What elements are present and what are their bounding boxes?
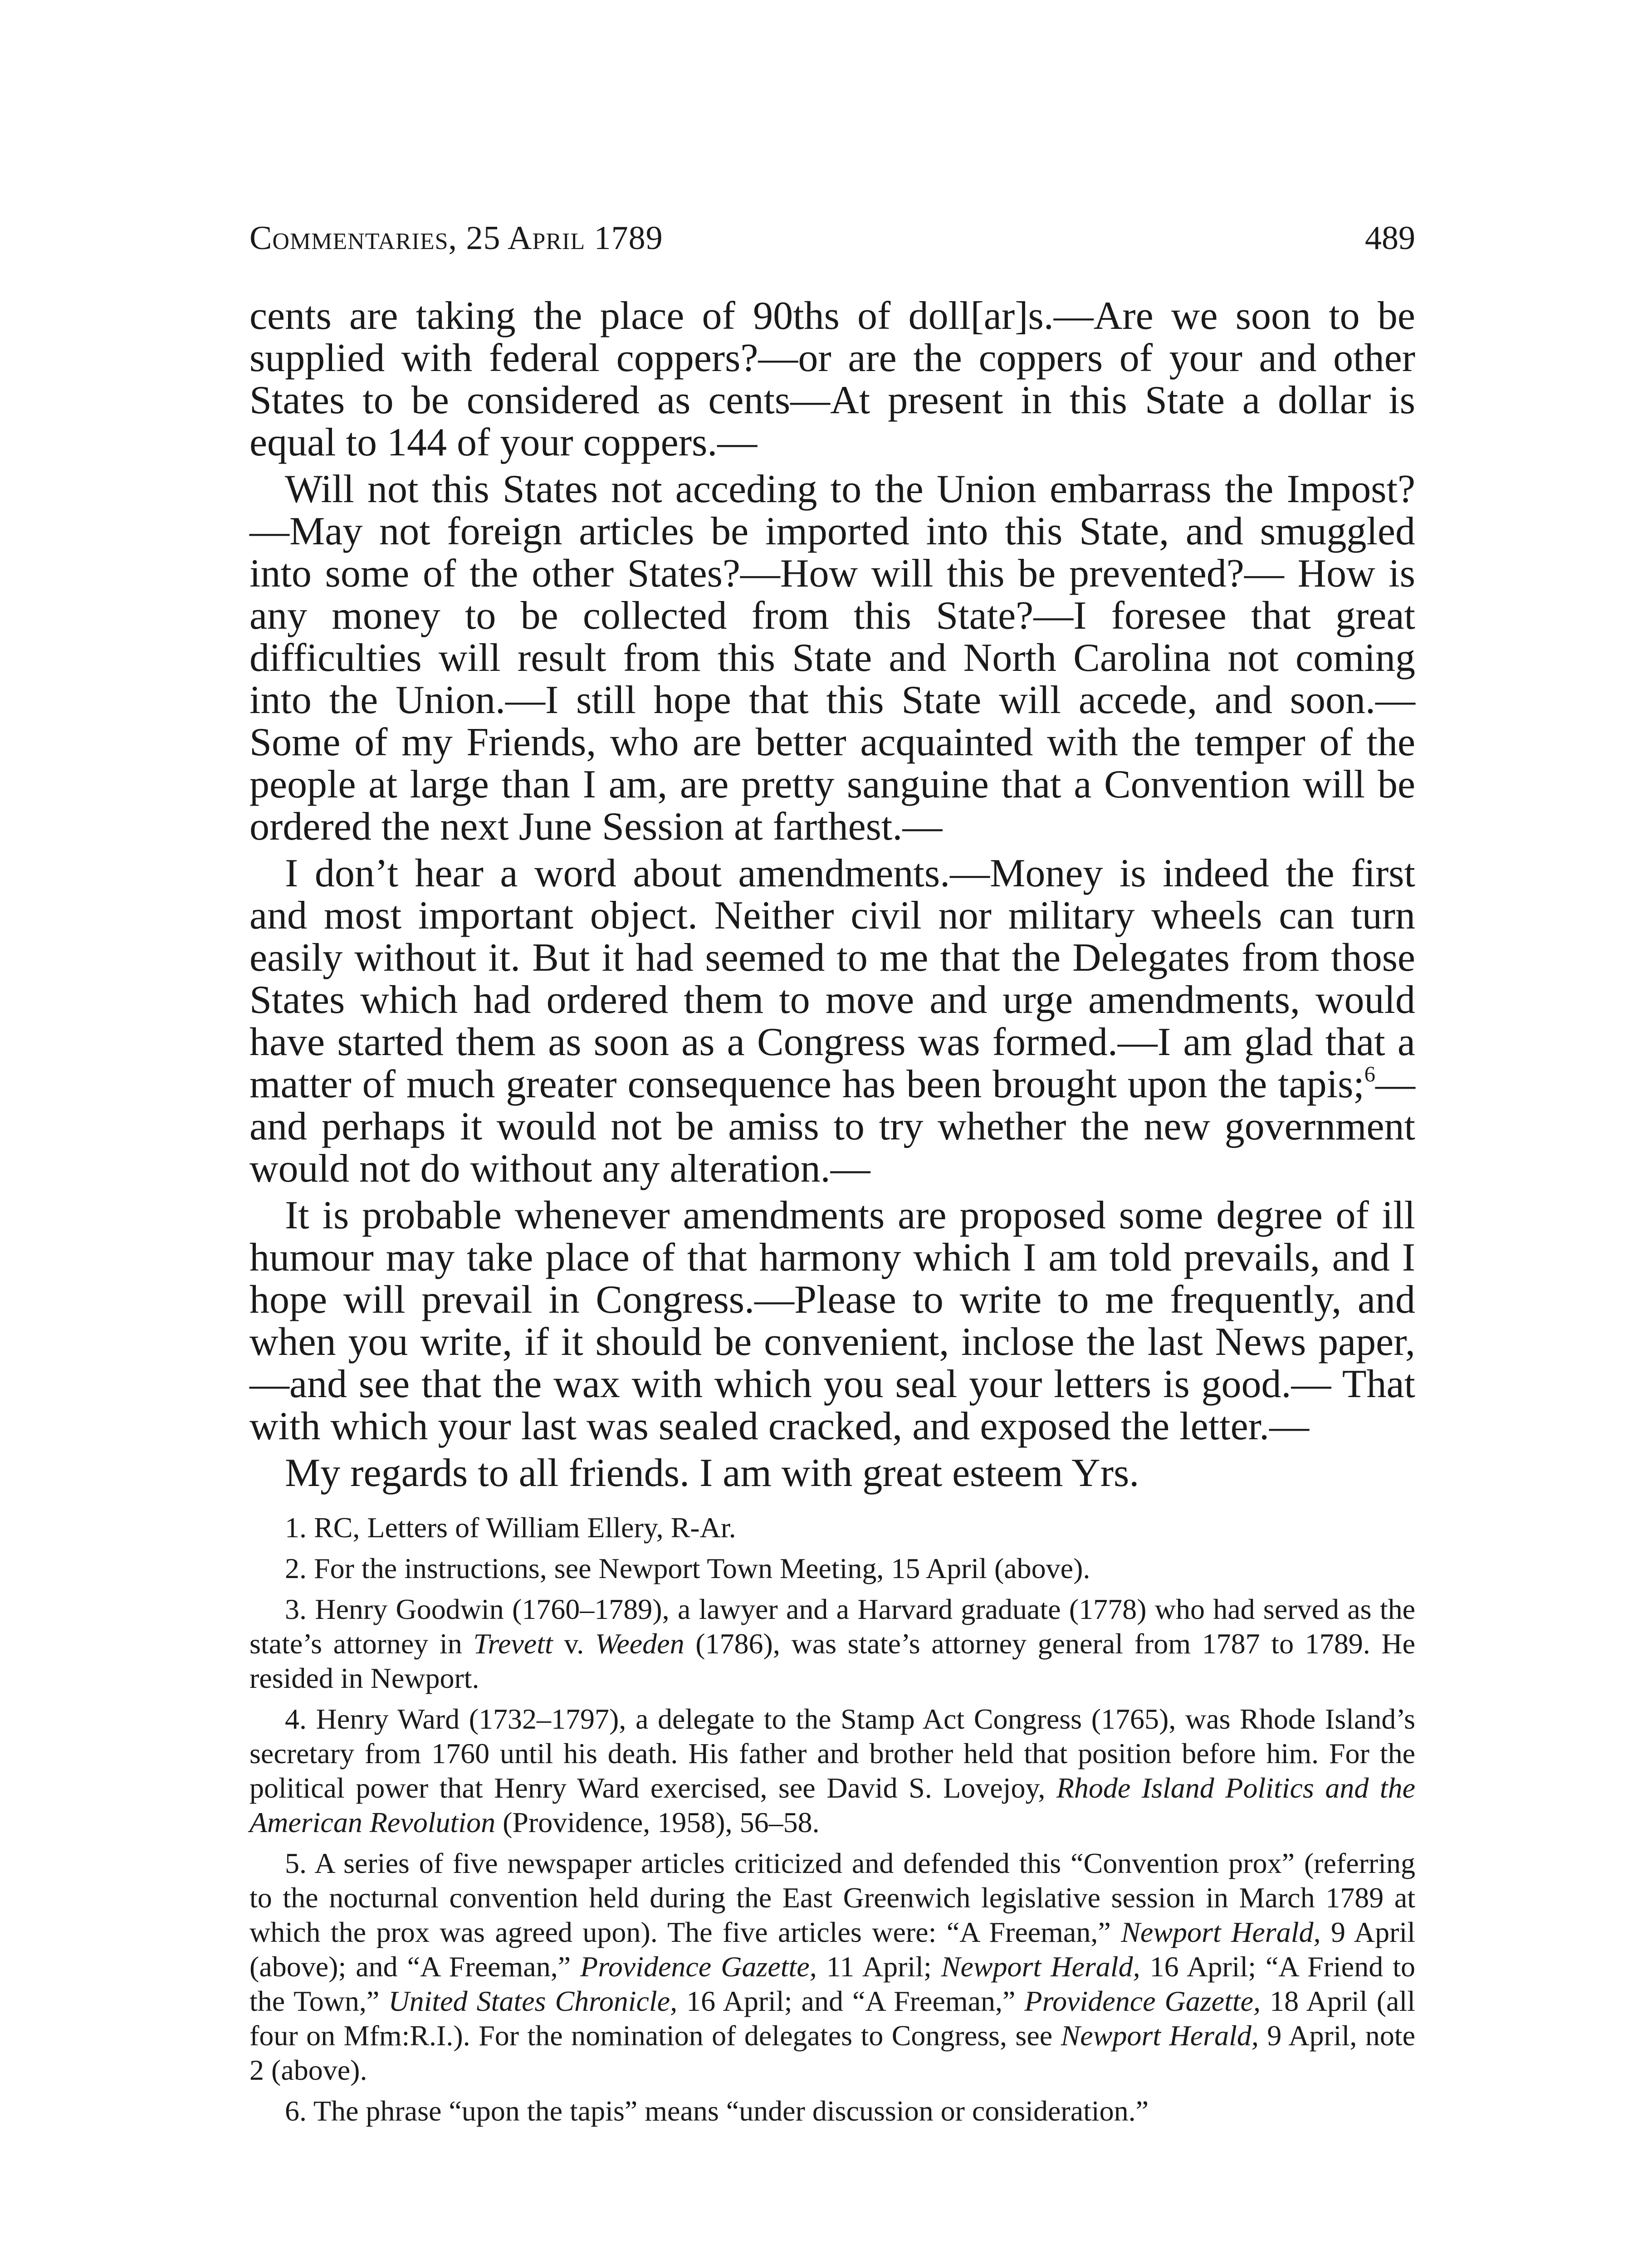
case-name-trevett: Trevett: [473, 1628, 553, 1660]
page-number: 489: [1365, 220, 1415, 257]
footnote-4-text: (Providence, 1958), 56–58.: [495, 1806, 820, 1838]
case-name-weeden: Weeden: [595, 1628, 684, 1660]
body-paragraph-3-text-b: —and perhaps it would not be amiss to try whether the new government would not do without any alteration.—: [249, 1062, 1415, 1191]
running-head-title: Commentaries, 25 April 1789: [249, 220, 663, 257]
footnote-2: 2. For the instructions, see Newport Town Meeting, 15 April (above).: [285, 1552, 1090, 1584]
body-paragraph-5: My regards to all friends. I am with great esteem Yrs.: [285, 1451, 1139, 1495]
footnote-3-text: (1786), was state’s attorney general from 1787 to 1789. He resided in Newport.: [249, 1628, 1416, 1694]
footnote-5: [249, 1846, 1415, 2087]
newspaper-title: Newport Herald,: [1061, 2019, 1259, 2052]
footnote-5-text: 11 April;: [816, 1950, 941, 1983]
footnote-1: 1. RC, Letters of William Ellery, R-Ar.: [285, 1511, 736, 1544]
footnote-5-text: 16 April; “A Friend to the Town,”: [249, 1950, 1416, 2017]
footnote-4-text: 4. Henry Ward (1732–1797), a delegate to the Stamp Act Congress (1765), was Rhode Island’s secretary from 1760 until his death. His father and brother held that position before him. For the political power that Henry Ward exercised, see David S. Lovejoy,: [249, 1703, 1415, 1804]
newspaper-title: United States Chronicle,: [388, 1985, 678, 2017]
footnote-5-text: 9 April (above); and “A Freeman,”: [249, 1916, 1416, 1983]
body-paragraph-3: [249, 852, 1415, 1190]
footnote-5-text: 18 April (all four on Mfm:R.I.). For the nomination of delegates to Congress, see: [249, 1985, 1416, 2052]
footnote-3: [249, 1592, 1415, 1696]
footnote-4: [249, 1702, 1415, 1840]
newspaper-title: Providence Gazette,: [1024, 1985, 1261, 2017]
footnote-3-text: v.: [552, 1628, 595, 1660]
footnote-5-text: 9 April, note 2 (above).: [249, 2019, 1416, 2086]
footnote-5-text: 5. A series of five newspaper articles criticized and defended this “Convention prox” (referring to the nocturnal convention held during the East Greenwich legislative session in March 1789 at which the prox was agreed upon). The five articles were: “A Freeman,”: [249, 1847, 1415, 1948]
book-title: Rhode Island Politics and the American Revolution: [249, 1772, 1416, 1838]
body-paragraph-3-text-a: I don’t hear a word about amendments.—Money is indeed the first and most important object. Neither civil nor military wheels can turn easily without it. But it had seemed to me that the Delegates from those States which had ordered them to move and urge amendments, would have started them as soon as a Congress was formed.—I am glad that a matter of much greater consequence has been brought upon the tapis;: [249, 851, 1415, 1106]
body-paragraph-2: Will not this States not acceding to the Union embarrass the Impost?—May not foreign articles be imported into this State, and smuggled into some of the other States?—How will this be prevented?— How is any money to be collected from this State?—I foresee that great difficulties will result from this State and North Carolina not coming into the Union.—I still hope that this State will accede, and soon.— Some of my Friends, who are better acquainted with the temper of the people at large than I am, are pretty sanguine that a Convention will be ordered the next June Session at farthest.—: [249, 467, 1415, 849]
footnote-6: 6. The phrase “upon the tapis” means “under discussion or consideration.”: [285, 2095, 1149, 2127]
letter-body: [249, 295, 1415, 1499]
running-head: [249, 218, 1415, 259]
footnote-3-text: 3. Henry Goodwin (1760–1789), a lawyer and a Harvard graduate (1778) who had served as the state’s attorney in: [249, 1593, 1415, 1660]
body-paragraph-1: cents are taking the place of 90ths of doll[ar]s.—Are we soon to be supplied with federal coppers?—or are the coppers of your and other States to be considered as cents—At present in this State a dollar is equal to 144 of your coppers.—: [249, 294, 1415, 464]
footnote-5-text: 16 April; and “A Freeman,”: [677, 1985, 1025, 2017]
newspaper-title: Providence Gazette,: [580, 1950, 817, 1983]
footnotes: [249, 1510, 1415, 2135]
body-paragraph-4: It is probable whenever amendments are proposed some degree of ill humour may take place of that harmony which I am told prevails, and I hope will prevail in Congress.—Please to write to me frequently, and when you write, if it should be convenient, inclose the last News paper,—and see that the wax with which you seal your letters is good.— That with which your last was sealed cracked, and exposed the letter.—: [249, 1193, 1415, 1448]
newspaper-title: Newport Herald,: [941, 1950, 1140, 1983]
newspaper-title: Newport Herald,: [1121, 1916, 1321, 1948]
footnote-ref-6: 6: [1364, 1062, 1375, 1086]
